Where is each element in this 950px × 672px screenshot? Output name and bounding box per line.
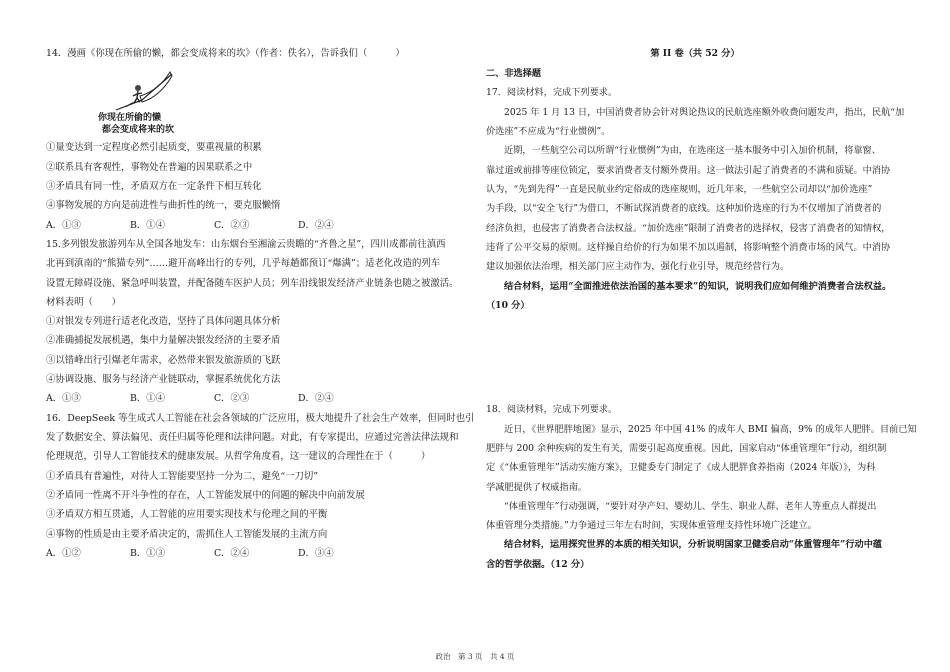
q18-requirement-line-1: 结合材料，运用探究世界的本质的相关知识，分析说明国家卫健委启动“体重管理年”行动中蕴 bbox=[504, 539, 883, 550]
q15-stem-line-4: 材料表明（ ） bbox=[46, 297, 122, 308]
q14-stem: 14．漫画《你现在所偷的懒，都会变成将来的坎》（作者：佚名），告诉我们（ ） bbox=[46, 48, 405, 59]
q18-para1-line-3: 定《“体重管理年”活动实施方案》，卫健委专门制定了《成人肥胖食养指南（2024 年版）》，为科 bbox=[486, 462, 876, 473]
q17-para2-line-4: 为手段，以“安全飞行”为借口，不断试探消费者的底线。这种加价选座的行为不仅增加了消费者的 bbox=[486, 203, 882, 214]
q17-para2-line-6: 违背了公平交易的原则。这样操自给价的行为如果不加以遏制，将影响整个消费市场的风气。中消协 bbox=[486, 242, 891, 253]
q16-item-2: ②矛盾同一性离不开斗争性的存在，人工智能发展中的问题的解决中向前发展 bbox=[46, 490, 365, 501]
cartoon-caption-line2: 都会变成将来的坎 bbox=[102, 125, 175, 135]
q18-para2-line-2: 体重管理分类措施。”力争通过三年左右时间，实现体重管理支持性环境广泛建立。 bbox=[486, 520, 817, 531]
q15-item-4: ④协调设施、服务与经济产业链联动，掌握系统优化方法 bbox=[46, 374, 281, 385]
q14-option-a[interactable]: A．①③ bbox=[46, 220, 81, 231]
q16-option-a[interactable]: A．①② bbox=[46, 548, 81, 559]
q16-stem-line-2: 发了数据安全、算法偏见、责任归属等伦理和法律问题。对此，有专家提出，应通过完善法律法规和 bbox=[46, 432, 459, 443]
q16-stem-line-3: 伦理规范，引导人工智能技术的健康发展。从哲学角度看，这一建议的合理性在于（ ） bbox=[46, 451, 431, 462]
q17-para2-line-1: 近期，一些航空公司以所谓“行业惯例”为由，在选座这一基本服务中引入加价机制，将靠窗、 bbox=[504, 145, 881, 156]
q15-item-1: ①对银发专列进行适老化改造，坚持了具体问题具体分析 bbox=[46, 316, 281, 327]
q17-requirement-line-2: （10 分） bbox=[486, 300, 530, 311]
q14-item-4: ④事物发展的方向是前进性与曲折性的统一，要克服懒惰 bbox=[46, 200, 281, 211]
q15-option-a[interactable]: A．①③ bbox=[46, 393, 81, 404]
q15-option-d[interactable]: D．②④ bbox=[298, 393, 334, 404]
q16-item-3: ③矛盾双方相互贯通，人工智能的应用要实现技术与伦理之间的平衡 bbox=[46, 509, 328, 520]
q14-option-c[interactable]: C．②③ bbox=[214, 220, 250, 231]
page-footer: 政治 第 3 页 共 4 页 bbox=[435, 652, 515, 661]
q18-para1-line-4: 学减肥提供了权威指南。 bbox=[486, 482, 588, 493]
q17-para2-line-5: 经济负担，也侵害了消费者合法权益。“加价选座”限制了消费者的选择权，侵害了消费者的知情权， bbox=[486, 223, 891, 234]
q17-para2-line-7: 建议加强依法治理，相关部门应主动作为，强化行业引导，规范经营行为。 bbox=[486, 261, 790, 272]
q14-item-1: ①量变达到一定程度必然引起质变，要重视量的积累 bbox=[46, 142, 262, 153]
q14-option-d[interactable]: D．②④ bbox=[298, 220, 334, 231]
q15-item-2: ②准确捕捉发展机遇，集中力量解决银发经济的主要矛盾 bbox=[46, 335, 281, 346]
q16-option-b[interactable]: B．①③ bbox=[130, 548, 166, 559]
q16-options bbox=[46, 548, 382, 560]
q18-head: 18．阅读材料，完成下列要求。 bbox=[486, 404, 618, 415]
q14-item-3: ③矛盾具有同一性，矛盾双方在一定条件下相互转化 bbox=[46, 181, 262, 192]
q18-requirement-line-2: 含的哲学依据。（12 分） bbox=[486, 559, 590, 570]
q15-stem-line-3: 设置无障碍设施、紧急呼叫装置，并配备随车医护人员；列车沿线银发经济产业链条也随之被激活。 bbox=[46, 278, 459, 289]
q16-option-c[interactable]: C．②④ bbox=[214, 548, 250, 559]
q14-options bbox=[46, 220, 382, 232]
q15-stem-line-1: 15.多列银发旅游列车从全国各地发车：山东烟台至湘渝云贵瞻的“齐鲁之星”，四川成都前往滇西 bbox=[46, 239, 446, 250]
q17-para1-line-1: 2025 年 1 月 13 日，中国消费者协会针对舆论热议的民航选座额外收费问题发声，指出，民航“加 bbox=[504, 107, 905, 118]
q15-stem-line-2: 北再到滇南的“熊猫专列”……避开高峰出行的专列，几乎每趟都预订“爆满”；适老化改造的列车 bbox=[46, 258, 441, 269]
q14-item-2: ②联系具有客观性，事物处在普遍的因果联系之中 bbox=[46, 162, 253, 173]
q15-option-b[interactable]: B．①④ bbox=[130, 393, 166, 404]
q15-item-3: ③以错峰出行引爆老年需求，必然带来银发旅游质的飞跃 bbox=[46, 355, 281, 366]
q16-item-1: ①矛盾具有普遍性，对待人工智能要坚持一分为二，避免“一刀切” bbox=[46, 471, 319, 482]
q18-para1-line-1: 近日，《世界肥胖地图》显示，2025 年中国 41% 的成年人 BMI 偏高，9% 的成年人肥胖。目前已知 bbox=[504, 424, 917, 435]
q14-option-b[interactable]: B．①④ bbox=[130, 220, 166, 231]
q15-option-c[interactable]: C．②③ bbox=[214, 393, 250, 404]
q18-para2-line-1: “体重管理年”行动强调，“要针对孕产妇、婴幼儿、学生、职业人群、老年人等重点人群提出 bbox=[504, 501, 877, 512]
q16-stem-line-1: 16．DeepSeek 等生成式人工智能在社会各领域的广泛应用，极大地提升了社会生产效率，但同时也引 bbox=[46, 413, 475, 424]
q16-item-4: ④事物的性质是由主要矛盾决定的，需抓住人工智能发展的主流方向 bbox=[46, 529, 328, 540]
q17-para2-line-3: 认为，“先到先得”一直是民航业约定俗成的选座规则，近几年来，一些航空公司却以“加价选座” bbox=[486, 184, 873, 195]
q17-requirement-line-1: 结合材料，运用“全面推进依法治国的基本要求”的知识，说明我们应如何维护消费者合法权益。 bbox=[504, 281, 892, 292]
section-title: 第 II 卷（共 52 分） bbox=[650, 48, 740, 59]
part-title: 二、非选择题 bbox=[486, 68, 542, 79]
q15-options bbox=[46, 393, 382, 405]
q17-para1-line-2: 价选座”不应成为“行业惯例”。 bbox=[486, 126, 611, 137]
q16-option-d[interactable]: D．③④ bbox=[298, 548, 334, 559]
cartoon-illustration bbox=[96, 70, 216, 136]
q17-para2-line-2: 靠过道或前排等座位锁定，要求消费者支付额外费用。这一做法引起了消费者的不满和质疑。中消协 bbox=[486, 165, 891, 176]
q18-para1-line-2: 肥胖与 200 余种疾病的发生有关，需要引起高度重视。因此，国家启动“体重管理年”行动，组织制 bbox=[486, 443, 887, 454]
q17-head: 17．阅读材料，完成下列要求。 bbox=[486, 87, 618, 98]
cartoon-caption-line1: 你现在所偷的懒 bbox=[98, 113, 162, 123]
